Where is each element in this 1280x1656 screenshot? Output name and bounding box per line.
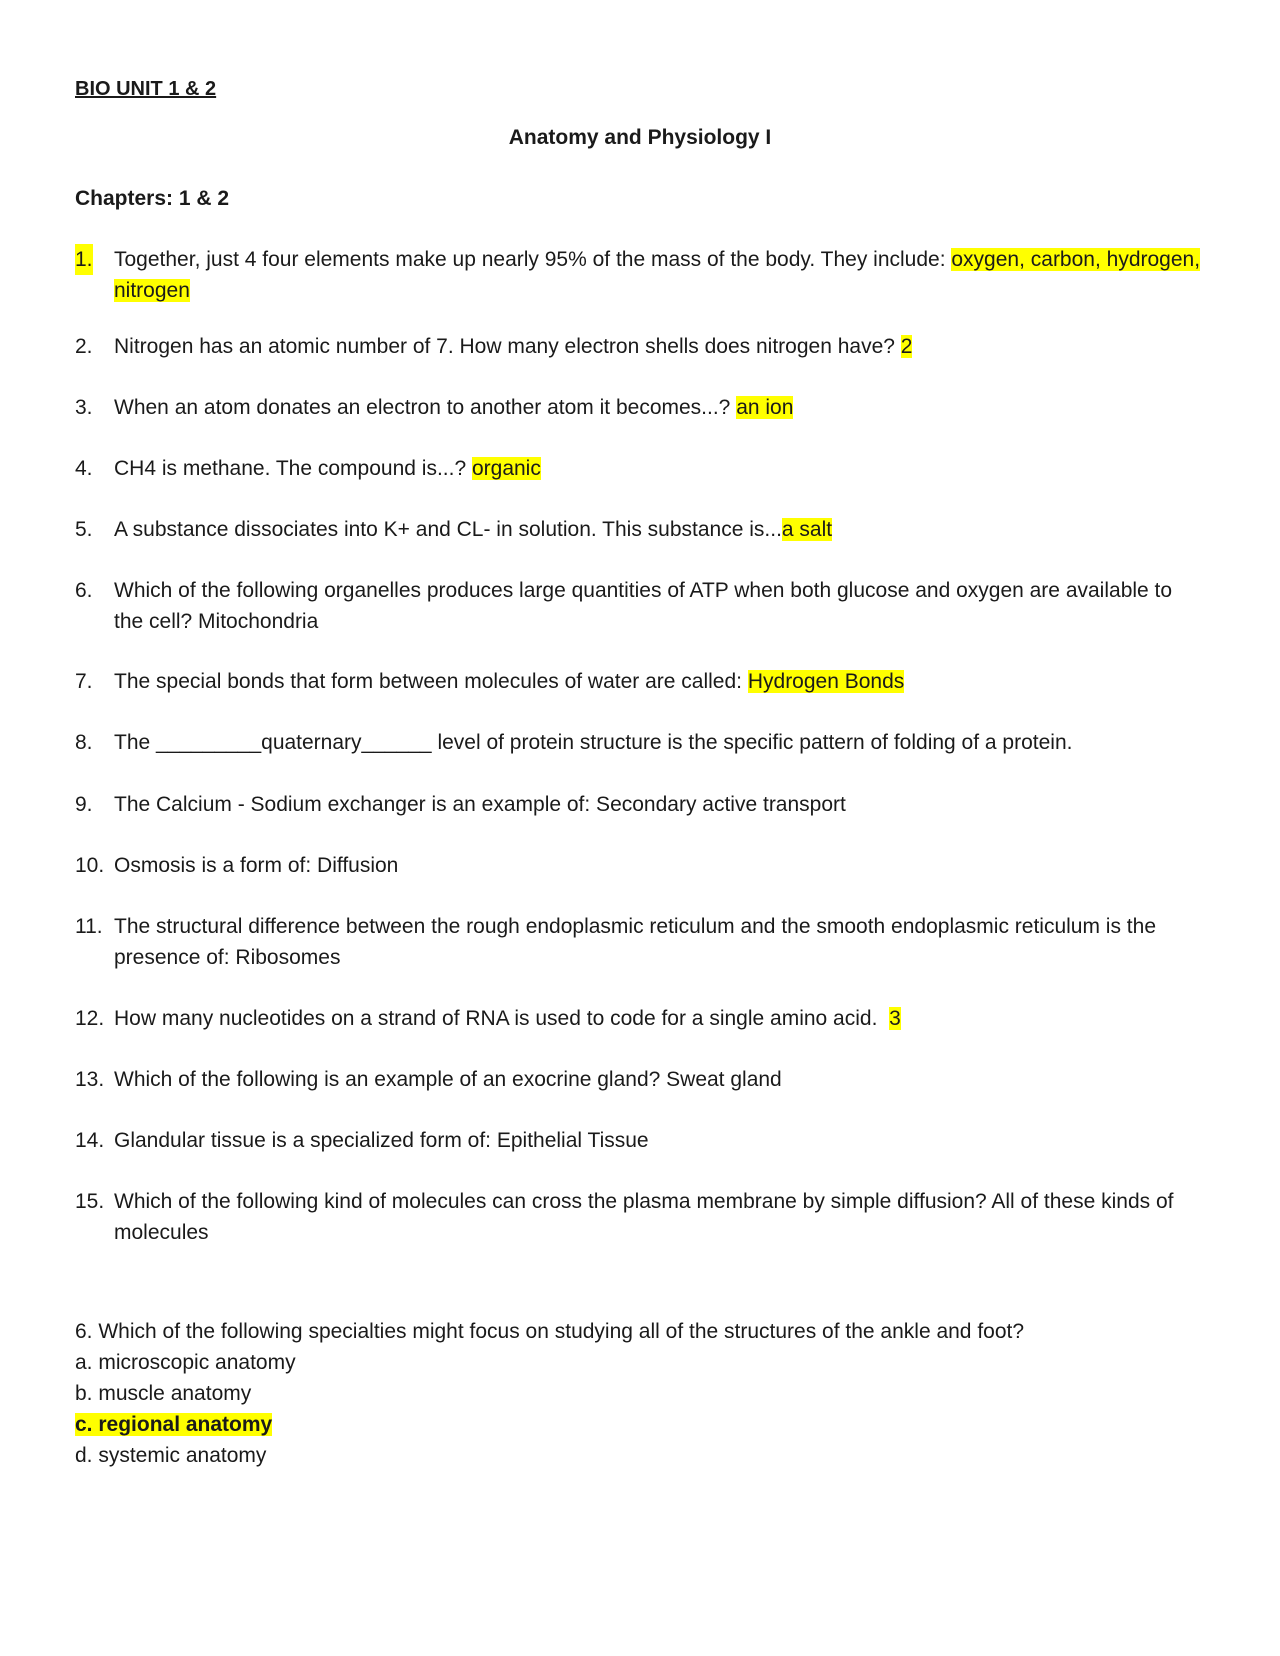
unit-title: BIO UNIT 1 & 2 [75,78,217,100]
answer-highlight: organic [471,457,541,480]
question-number: 13. [75,1068,105,1091]
question-number: 2. [75,335,93,358]
question-number: 1. [75,244,93,275]
question-3 [75,392,1205,423]
question-number: 5. [75,518,93,541]
answer-highlight: 2 [900,335,913,358]
question-number: 10. [75,854,105,877]
question-number: 12. [75,1007,105,1030]
question-text: The Calcium - Sodium exchanger is an example of: Secondary active transport [114,793,846,816]
question-number: 15. [75,1190,105,1213]
question-text: How many nucleotides on a strand of RNA is used to code for a single amino acid. [114,1007,890,1030]
question-number: 6. [75,579,93,602]
question-14 [75,1125,1205,1156]
answer-highlight: an ion [736,396,794,419]
question-text: The structural difference between the rough endoplasmic reticulum and the smooth endoplasmic reticulum is the presence of: Ribosomes [114,915,1157,969]
question-number: 3. [75,396,93,419]
question-7 [75,666,1205,697]
question-text: Nitrogen has an atomic number of 7. How many electron shells does nitrogen have? [114,335,901,358]
question-text: Which of the following kind of molecules can cross the plasma membrane by simple diffusion? All of these kinds of molecules [114,1190,1174,1244]
chapters-heading: Chapters: 1 & 2 [75,187,230,210]
question-text: Osmosis is a form of: Diffusion [114,854,399,877]
multiple-choice-block [75,1316,1024,1471]
question-number: 7. [75,670,93,693]
answer-highlight: a salt [781,518,833,541]
question-13 [75,1064,1205,1095]
question-number: 8. [75,731,93,754]
question-text: CH4 is methane. The compound is...? [114,457,472,480]
question-10 [75,850,1205,881]
question-text: A substance dissociates into K+ and CL- in solution. This substance is... [114,518,782,541]
mc-option-b: b. muscle anatomy [75,1382,252,1405]
question-number: 9. [75,793,93,816]
answer-highlight: oxygen, carbon, hydrogen, nitrogen [114,248,1201,302]
mc-option-a: a. microscopic anatomy [75,1351,296,1374]
answer-highlight: 3 [889,1007,901,1030]
mc-option-c-correct: c. regional anatomy [75,1413,273,1436]
question-15 [75,1186,1205,1248]
answer-highlight: Hydrogen Bonds [747,670,905,693]
document-title: Anatomy and Physiology I [508,126,772,149]
question-4 [75,453,1205,484]
question-12 [75,1003,1205,1034]
question-text: Glandular tissue is a specialized form of: Epithelial Tissue [114,1129,649,1152]
question-text: The _________quaternary______ level of protein structure is the specific pattern of folding of a protein. [114,731,1073,754]
question-text: Which of the following is an example of an exocrine gland? Sweat gland [114,1068,782,1091]
mc-question: 6. Which of the following specialties might focus on studying all of the structures of the ankle and foot? [75,1320,1025,1343]
question-2 [75,331,1205,362]
question-6 [75,575,1205,637]
question-9 [75,789,1205,820]
question-number: 14. [75,1129,105,1152]
mc-option-d: d. systemic anatomy [75,1444,267,1467]
question-text: When an atom donates an electron to another atom it becomes...? [114,396,737,419]
question-5 [75,514,1205,545]
question-11 [75,911,1205,973]
question-text: Which of the following organelles produces large quantities of ATP when both glucose and oxygen are available to the cell? Mitochondria [114,579,1173,633]
question-number: 4. [75,457,93,480]
question-text: The special bonds that form between molecules of water are called: [114,670,748,693]
question-text: Together, just 4 four elements make up nearly 95% of the mass of the body. They include: [114,248,952,271]
question-8 [75,727,1205,758]
question-1 [75,244,1205,306]
question-number: 11. [75,915,103,938]
